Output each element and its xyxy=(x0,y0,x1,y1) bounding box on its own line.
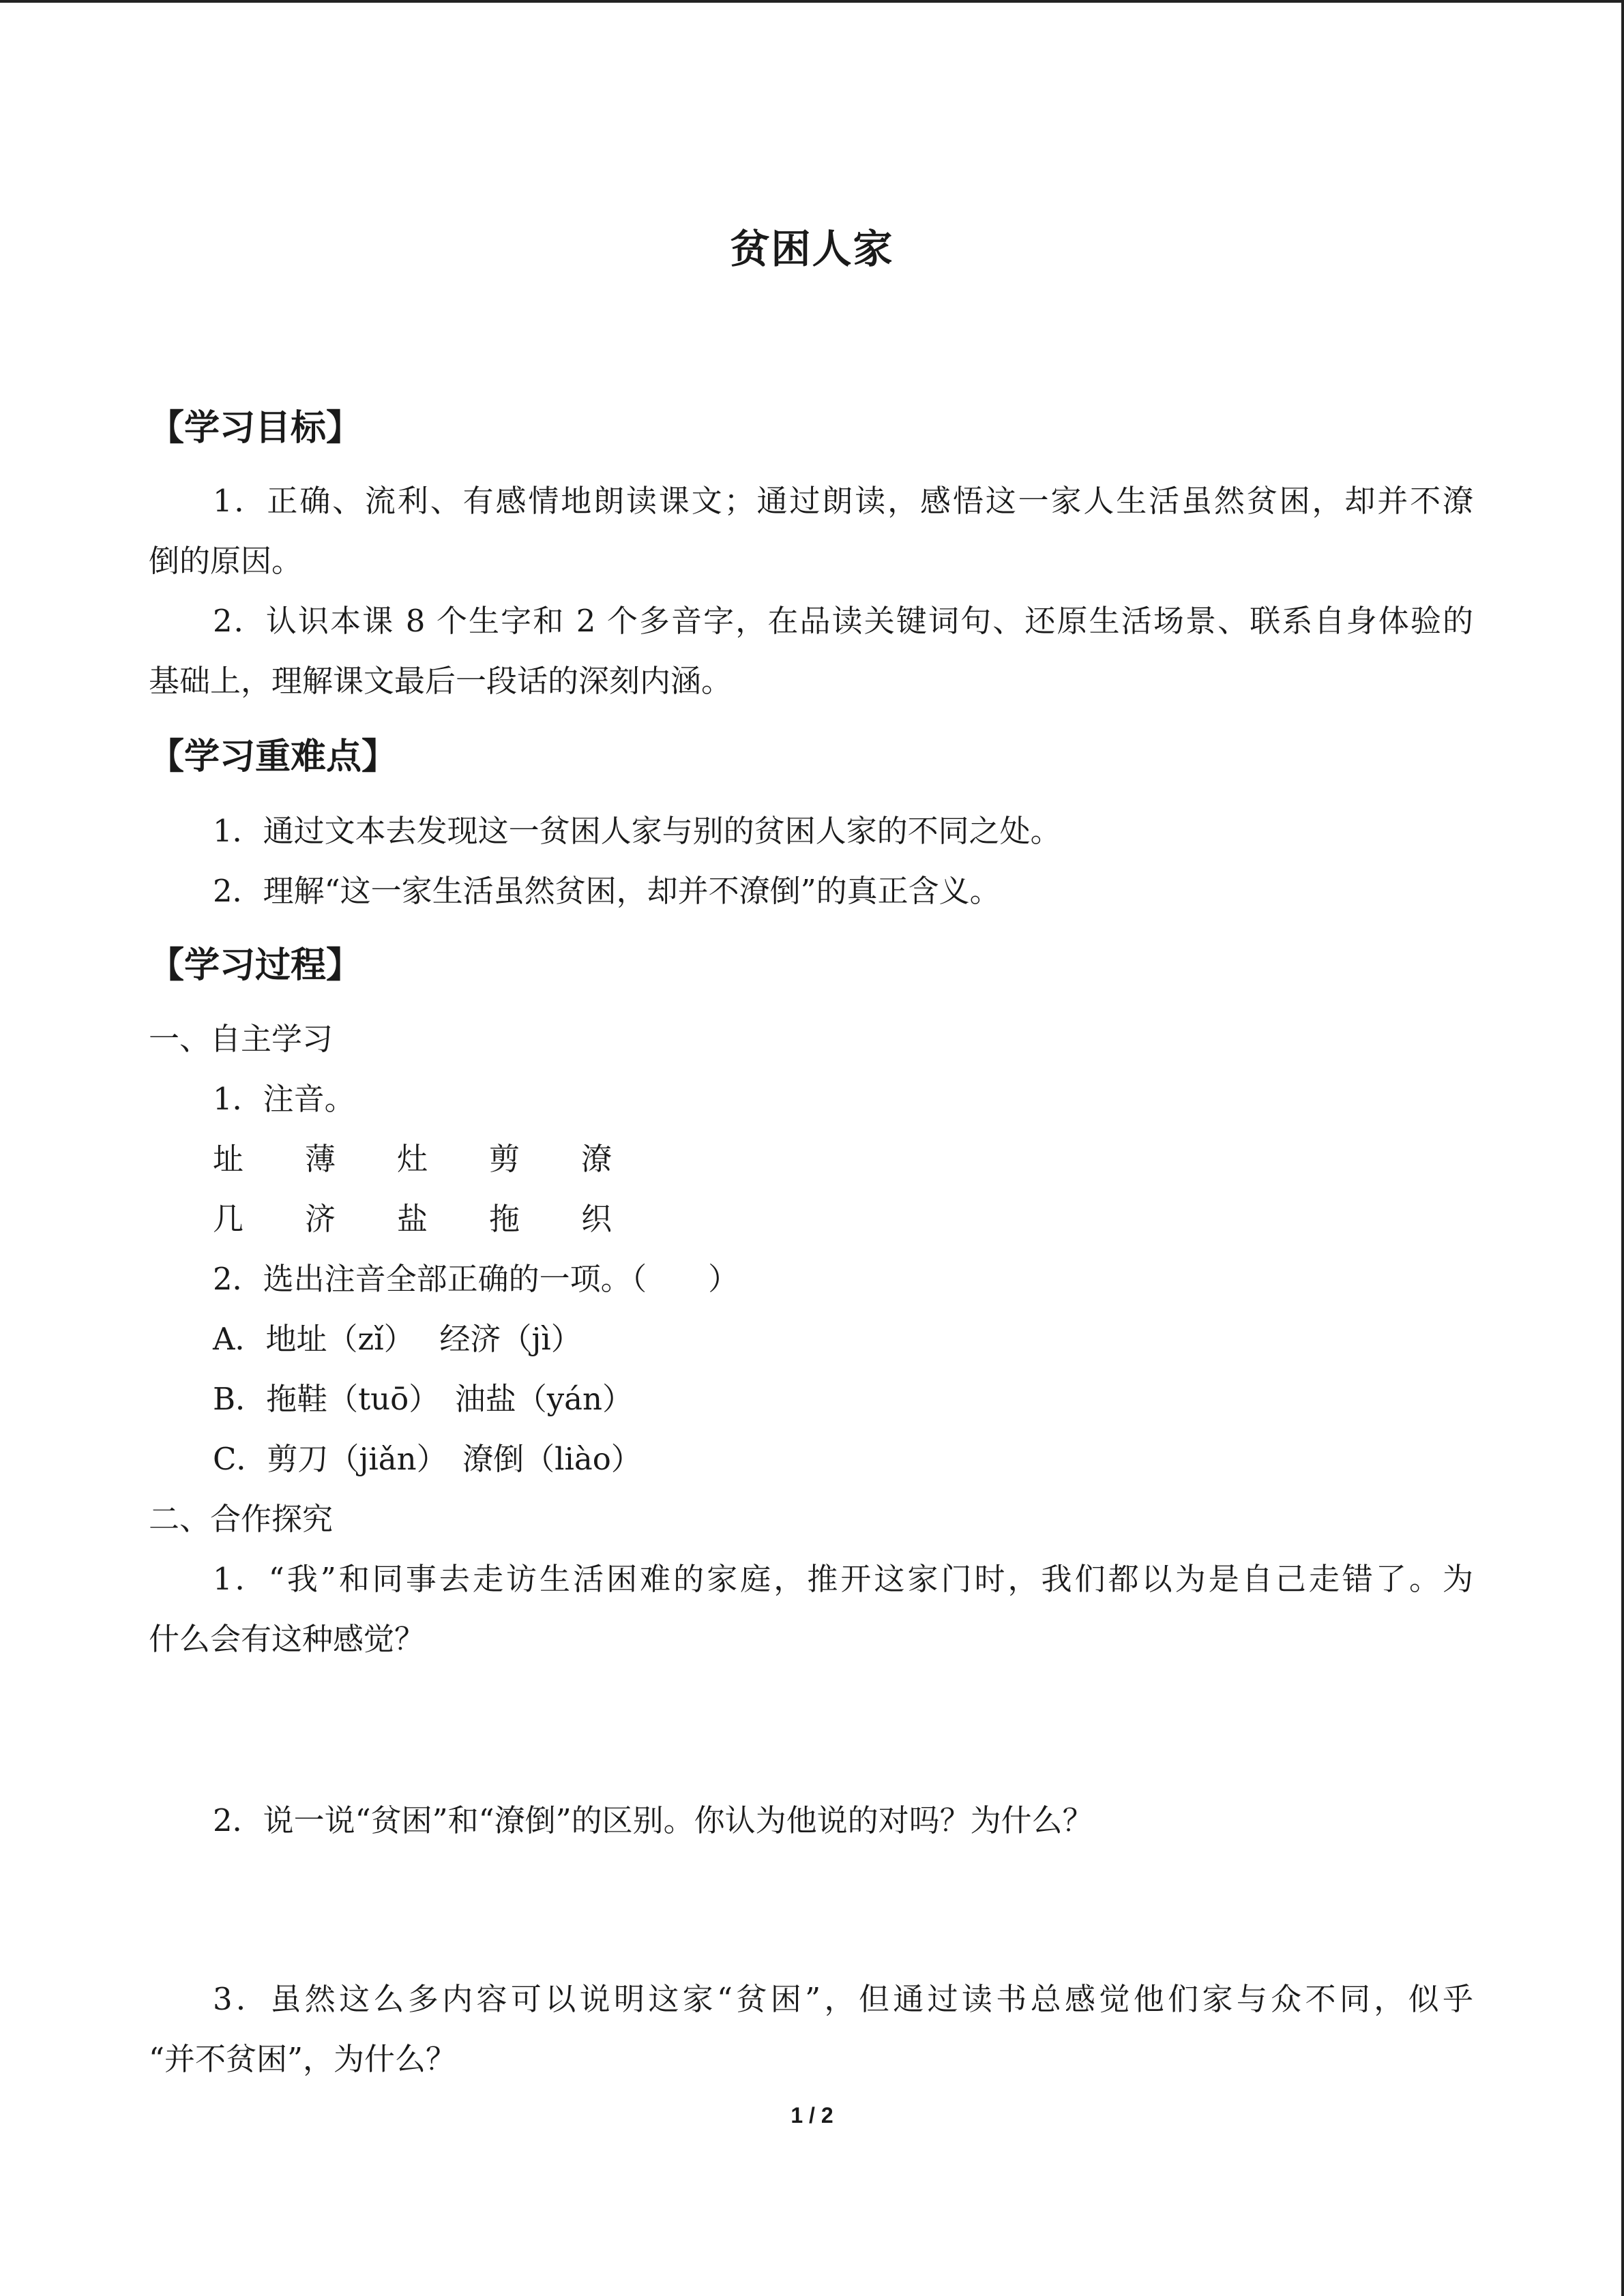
char-item: 几 xyxy=(213,1201,244,1237)
option-a: A．地址（zǐ） 经济（jì） xyxy=(213,1321,582,1357)
key-points-item2: 2．理解“这一家生活虽然贫困，却并不潦倒”的真正含义。 xyxy=(213,873,1001,909)
char-item: 剪 xyxy=(489,1141,520,1177)
part1-q1: 1．注音。 xyxy=(213,1081,355,1117)
part2-q3-line2: “并不贫困”，为什么？ xyxy=(149,2041,457,2077)
char-item: 潦 xyxy=(581,1141,612,1177)
part2-q1-line2: 什么会有这种感觉？ xyxy=(149,1621,426,1657)
part2-q2: 2．说一说“贫困”和“潦倒”的区别。你认为他说的对吗？为什么？ xyxy=(213,1802,1093,1838)
option-b: B．拖鞋（tuō） 油盐（yán） xyxy=(213,1381,633,1417)
option-c: C．剪刀（jiǎn） 潦倒（liào） xyxy=(213,1441,642,1477)
char-item: 灶 xyxy=(397,1141,428,1177)
page-number: 1 / 2 xyxy=(791,2103,833,2128)
page-title: 贫困人家 xyxy=(730,226,894,272)
char-item: 址 xyxy=(213,1141,244,1177)
heading-goals: 【学习目标】 xyxy=(149,407,362,449)
part1-title: 一、自主学习 xyxy=(149,1021,334,1057)
heading-key-points: 【学习重难点】 xyxy=(149,736,398,777)
char-item: 拖 xyxy=(489,1201,520,1237)
goals-item2-line2: 基础上，理解课文最后一段话的深刻内涵。 xyxy=(149,663,733,699)
heading-process: 【学习过程】 xyxy=(149,944,362,986)
part2-q3-line1: 3．虽然这么多内容可以说明这家“贫困”，但通过读书总感觉他们家与众不同，似乎 xyxy=(213,1981,1473,2017)
goals-item1-line1: 1．正确、流利、有感情地朗读课文；通过朗读，感悟这一家人生活虽然贫困，却并不潦 xyxy=(213,483,1473,519)
goals-item2-line1: 2．认识本课 8 个生字和 2 个多音字，在品读关键词句、还原生活场景、联系自身体验的 xyxy=(213,603,1473,639)
part2-title: 二、合作探究 xyxy=(149,1501,334,1537)
char-item: 薄 xyxy=(305,1141,336,1177)
chars-row-2 xyxy=(213,1201,673,1238)
char-item: 盐 xyxy=(397,1201,428,1237)
char-item: 济 xyxy=(305,1201,336,1237)
goals-item1-line2: 倒的原因。 xyxy=(149,543,303,579)
key-points-item1: 1．通过文本去发现这一贫困人家与别的贫困人家的不同之处。 xyxy=(213,813,1061,849)
part1-q2: 2．选出注音全部正确的一项。（ ） xyxy=(213,1261,739,1297)
char-item: 织 xyxy=(581,1201,612,1237)
part2-q1-line1: 1．“我”和同事去走访生活困难的家庭，推开这家门时，我们都以为是自己走错了。为 xyxy=(213,1561,1473,1597)
chars-row-1 xyxy=(213,1141,673,1178)
